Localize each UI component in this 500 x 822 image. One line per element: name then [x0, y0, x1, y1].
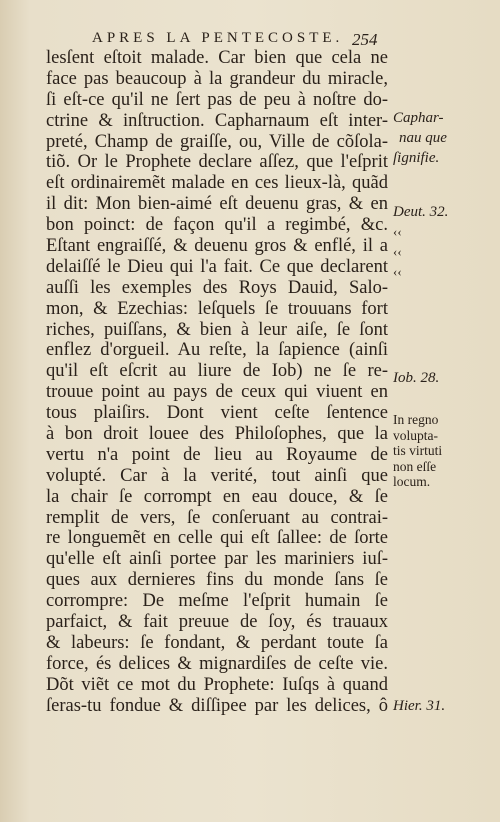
- margin-note-line: Deut. 32.: [393, 204, 449, 220]
- text-line: enflez d'orgueil. Au reſte, la ſapience (ainſi: [46, 340, 388, 361]
- page-number: 254: [352, 30, 378, 49]
- text-line: lesſent eſtoit malade. Car bien que cela ne: [46, 48, 388, 68]
- margin-note-line: Caphar-: [393, 110, 444, 126]
- text-line: trouue point au pays de ceux qui viuent en: [46, 382, 388, 403]
- margin-note-capharnaum: [393, 108, 493, 168]
- text-line: preté, Champ de graiſſe, ou, Ville de cõſola-: [46, 131, 388, 152]
- text-line: tous plaiſirs. Dont vient ceſte ſentence: [46, 403, 388, 424]
- text-line: bon poinct: de façon qu'il a regimbé, &c.: [46, 215, 388, 236]
- margin-note-line: ſignifie.: [393, 150, 440, 166]
- margin-note-line: Iob. 28.: [393, 370, 440, 386]
- quote-mark: ‹‹: [393, 224, 402, 239]
- text-line: Eſtant engraiſſé, & deuenu gros & enflé, il a: [46, 236, 388, 257]
- margin-note-line: nau que: [399, 130, 447, 146]
- margin-note-latin: [393, 412, 493, 490]
- text-line: ques aux dernieres fins du monde ſans ſe: [46, 570, 388, 591]
- text-line: tiõ. Or le Prophete declare aſſez, que l'eſprit: [46, 152, 388, 173]
- margin-note-hier: [393, 696, 493, 716]
- text-line: auſſi les exemples des Roys Dauid, Salo-: [46, 277, 388, 298]
- text-line: à bon droit louee des Philoſophes, que la: [46, 424, 388, 445]
- text-line: Dõt viẽt ce mot du Prophete: Iuſqs à quand: [46, 674, 388, 695]
- margin-note-deut: [393, 202, 493, 222]
- text-line: riches, puiſſans, & bien à leur aiſe, ſe ſont: [46, 319, 388, 340]
- text-line: eſt ordinairemẽt malade en ces lieux-là, quãd: [46, 173, 388, 194]
- text-line: vertu n'a point de lieu au Royaume de: [46, 444, 388, 465]
- text-line: delaiſſé le Dieu qui l'a fait. Ce que declarent: [46, 256, 388, 277]
- margin-note-line: Hier. 31.: [393, 698, 446, 714]
- text-line: face pas beaucoup à la grandeur du miracle,: [46, 68, 388, 89]
- margin-note-line: locum.: [393, 474, 431, 489]
- quote-mark: ‹‹: [393, 244, 402, 259]
- text-line: qu'elle eſt ainſi portee par les mariniers iuſ-: [46, 549, 388, 570]
- text-line: volupté. Car à la verité, tout ainſi que: [46, 465, 388, 486]
- text-line: il dit: Mon bien-aimé eſt deuenu gras, & en: [46, 194, 388, 215]
- text-line: la chair ſe corrompt en eau douce, & ſe: [46, 486, 388, 507]
- text-line: corrompre: De meſme l'eſprit humain ſe: [46, 591, 388, 612]
- text-line: parfaict, & fait preuue de ſoy, és trauaux: [46, 612, 388, 633]
- margin-note-line: In regno: [393, 412, 439, 427]
- quote-mark: ‹‹: [393, 264, 402, 279]
- text-line: & labeurs: ſe fondant, & perdant toute ſa: [46, 632, 388, 653]
- text-line: qu'il eſt eſcrit au liure de Iob) ne ſe re-: [46, 361, 388, 382]
- text-line: ſi eſt-ce qu'il ne ſert pas de peu à noſtre do-: [46, 89, 388, 110]
- margin-note-line: volupta-: [393, 427, 438, 443]
- text-line: re longuemẽt en celle qui eſt ſallee: de ſorte: [46, 528, 388, 549]
- margin-note-line: non eſſe: [393, 458, 437, 474]
- text-line: force, és delices & mignardiſes de ceſte vie.: [46, 653, 388, 674]
- text-line: ctrine & inſtruction. Capharnaum eſt inter-: [46, 110, 388, 131]
- text-line: remplit de vers, ſe conſeruant au contrai-: [46, 507, 388, 528]
- margin-note-line: tis virtuti: [393, 443, 443, 458]
- text-line: ſeras-tu fondue & diſſipee par les delices, ô: [46, 695, 388, 716]
- text-line: mon, & Ezechias: leſquels ſe trouuans fort: [46, 298, 388, 319]
- running-title: APRES LA PENTECOSTE.: [92, 30, 344, 46]
- margin-note-iob: [393, 368, 493, 388]
- body-text: [46, 48, 388, 717]
